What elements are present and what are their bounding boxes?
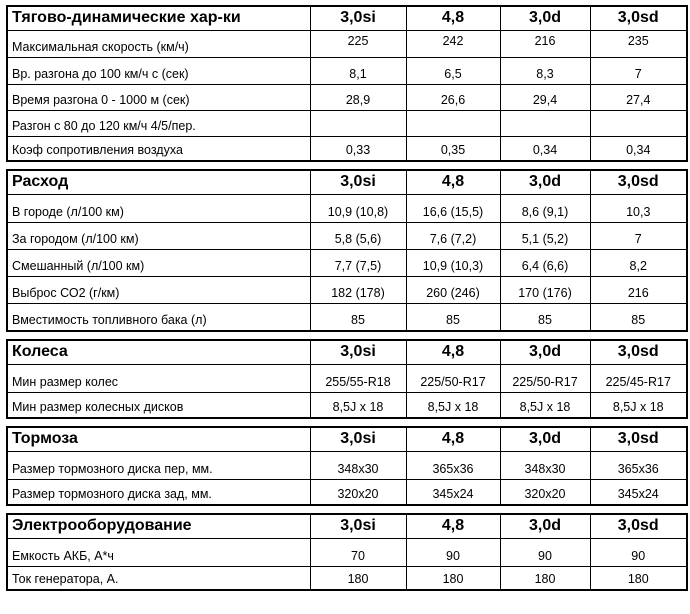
row-value: 255/55-R18 <box>310 364 406 392</box>
table-row <box>7 538 687 566</box>
row-label: Мин размер колесных дисков <box>7 392 310 418</box>
variant-header: 4,8 <box>406 427 500 451</box>
row-value: 10,3 <box>590 194 687 222</box>
row-value: 5,8 (5,6) <box>310 222 406 249</box>
row-value: 348x30 <box>310 451 406 479</box>
row-value: 90 <box>500 538 590 566</box>
variant-header: 3,0d <box>500 340 590 364</box>
row-value: 320x20 <box>500 479 590 505</box>
section-gap <box>6 506 686 513</box>
section-gap <box>6 162 686 169</box>
table-row <box>7 222 687 249</box>
variant-header: 3,0d <box>500 170 590 194</box>
section-electrical <box>6 513 688 591</box>
table-row <box>7 451 687 479</box>
row-label: Вместимость топливного бака (л) <box>7 303 310 331</box>
row-value: 235 <box>590 30 687 57</box>
row-label: Мин размер колес <box>7 364 310 392</box>
row-value: 29,4 <box>500 84 590 110</box>
variant-header: 4,8 <box>406 170 500 194</box>
row-value: 0,35 <box>406 136 500 161</box>
row-value: 260 (246) <box>406 276 500 303</box>
table-row <box>7 249 687 276</box>
row-value: 8,5J x 18 <box>500 392 590 418</box>
table-row <box>7 136 687 161</box>
variant-header: 3,0si <box>310 6 406 30</box>
row-value <box>406 110 500 136</box>
row-value: 27,4 <box>590 84 687 110</box>
section-title: Расход <box>7 170 310 194</box>
row-value: 8,5J x 18 <box>590 392 687 418</box>
row-label: Размер тормозного диска зад, мм. <box>7 479 310 505</box>
row-label: Вр. разгона до 100 км/ч с (сек) <box>7 57 310 84</box>
variant-header: 3,0si <box>310 340 406 364</box>
table-row <box>7 57 687 84</box>
variant-header: 3,0d <box>500 514 590 538</box>
row-value: 180 <box>406 566 500 590</box>
table-row <box>7 194 687 222</box>
row-value: 180 <box>500 566 590 590</box>
variant-header: 3,0sd <box>590 340 687 364</box>
row-value: 345x24 <box>406 479 500 505</box>
row-value: 8,2 <box>590 249 687 276</box>
variant-header: 3,0si <box>310 514 406 538</box>
row-value: 180 <box>310 566 406 590</box>
section-title: Тягово-динамические хар-ки <box>7 6 310 30</box>
variant-header: 3,0d <box>500 6 590 30</box>
section-wheels <box>6 339 688 419</box>
row-value: 7 <box>590 57 687 84</box>
variant-header: 3,0sd <box>590 514 687 538</box>
row-value: 170 (176) <box>500 276 590 303</box>
row-value: 5,1 (5,2) <box>500 222 590 249</box>
row-value: 0,33 <box>310 136 406 161</box>
variant-header: 4,8 <box>406 6 500 30</box>
row-value: 70 <box>310 538 406 566</box>
row-value: 6,4 (6,6) <box>500 249 590 276</box>
row-value: 85 <box>310 303 406 331</box>
row-value: 6,5 <box>406 57 500 84</box>
section-dynamics <box>6 5 688 162</box>
table-row <box>7 392 687 418</box>
section-title: Колеса <box>7 340 310 364</box>
row-value: 8,5J x 18 <box>406 392 500 418</box>
section-title: Тормоза <box>7 427 310 451</box>
row-value: 8,5J x 18 <box>310 392 406 418</box>
variant-header: 3,0d <box>500 427 590 451</box>
section-header <box>7 170 687 194</box>
row-value <box>500 110 590 136</box>
row-label: В городе (л/100 км) <box>7 194 310 222</box>
table-row <box>7 84 687 110</box>
variant-header: 4,8 <box>406 514 500 538</box>
row-value: 0,34 <box>590 136 687 161</box>
row-label: Емкость АКБ, А*ч <box>7 538 310 566</box>
row-label: Время разгона 0 - 1000 м (сек) <box>7 84 310 110</box>
row-value: 365x36 <box>406 451 500 479</box>
variant-header: 3,0si <box>310 170 406 194</box>
row-label: Разгон с 80 до 120 км/ч 4/5/пер. <box>7 110 310 136</box>
row-value: 28,9 <box>310 84 406 110</box>
row-value: 216 <box>590 276 687 303</box>
row-label: Смешанный (л/100 км) <box>7 249 310 276</box>
row-value: 345x24 <box>590 479 687 505</box>
table-row <box>7 364 687 392</box>
section-header <box>7 427 687 451</box>
row-value <box>590 110 687 136</box>
row-value: 225 <box>310 30 406 57</box>
row-value: 216 <box>500 30 590 57</box>
variant-header: 3,0sd <box>590 6 687 30</box>
table-row <box>7 303 687 331</box>
row-value: 10,9 (10,8) <box>310 194 406 222</box>
row-label: Ток генератора, А. <box>7 566 310 590</box>
row-value: 26,6 <box>406 84 500 110</box>
row-value: 7,6 (7,2) <box>406 222 500 249</box>
row-value: 365x36 <box>590 451 687 479</box>
row-value: 180 <box>590 566 687 590</box>
row-value: 348x30 <box>500 451 590 479</box>
row-value <box>310 110 406 136</box>
variant-header: 3,0sd <box>590 427 687 451</box>
table-row <box>7 479 687 505</box>
spec-sheet <box>6 5 686 591</box>
row-value: 10,9 (10,3) <box>406 249 500 276</box>
section-gap <box>6 332 686 339</box>
section-title: Электрооборудование <box>7 514 310 538</box>
variant-header: 3,0sd <box>590 170 687 194</box>
section-header <box>7 340 687 364</box>
table-row <box>7 276 687 303</box>
row-value: 90 <box>590 538 687 566</box>
row-value: 85 <box>590 303 687 331</box>
row-label: Максимальная скорость (км/ч) <box>7 30 310 57</box>
row-value: 85 <box>500 303 590 331</box>
table-row <box>7 566 687 590</box>
row-value: 8,6 (9,1) <box>500 194 590 222</box>
row-value: 225/50-R17 <box>500 364 590 392</box>
row-value: 242 <box>406 30 500 57</box>
row-value: 90 <box>406 538 500 566</box>
row-value: 225/45-R17 <box>590 364 687 392</box>
section-gap <box>6 419 686 426</box>
row-value: 7,7 (7,5) <box>310 249 406 276</box>
table-row <box>7 30 687 57</box>
row-value: 8,1 <box>310 57 406 84</box>
variant-header: 3,0si <box>310 427 406 451</box>
row-label: Выброс СО2 (г/км) <box>7 276 310 303</box>
section-header <box>7 514 687 538</box>
row-value: 0,34 <box>500 136 590 161</box>
row-label: Размер тормозного диска пер, мм. <box>7 451 310 479</box>
row-value: 7 <box>590 222 687 249</box>
row-label: За городом (л/100 км) <box>7 222 310 249</box>
row-value: 225/50-R17 <box>406 364 500 392</box>
row-value: 182 (178) <box>310 276 406 303</box>
row-value: 320x20 <box>310 479 406 505</box>
variant-header: 4,8 <box>406 340 500 364</box>
table-row <box>7 110 687 136</box>
row-value: 85 <box>406 303 500 331</box>
section-consumption <box>6 169 688 332</box>
section-brakes <box>6 426 688 506</box>
row-value: 8,3 <box>500 57 590 84</box>
row-value: 16,6 (15,5) <box>406 194 500 222</box>
row-label: Коэф сопротивления воздуха <box>7 136 310 161</box>
section-header <box>7 6 687 30</box>
